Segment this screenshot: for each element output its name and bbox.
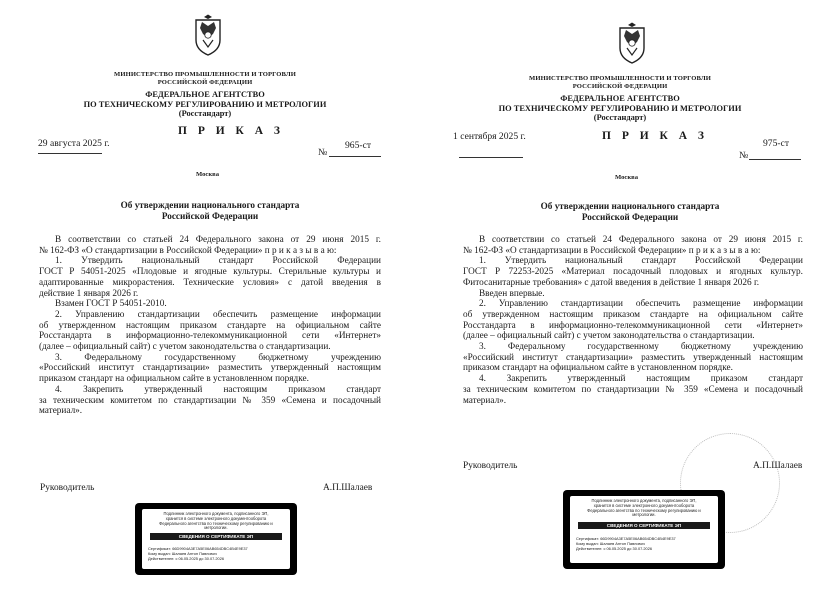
body-line: ГОСТ Р 54051-2025 «Плодовые и ягодные культуры. Стерильные культуры и bbox=[39, 267, 381, 278]
order-number: 975-ст bbox=[763, 138, 790, 149]
stamp-line: Сертификат: 66D9904A3E7A5E06AB654DBC4B4E9E37 bbox=[148, 546, 248, 551]
number-underline bbox=[329, 156, 381, 157]
ministry-line: РОССИЙСКОЙ ФЕДЕРАЦИИ bbox=[157, 78, 253, 86]
body-line: действие 1 января 2026 г. bbox=[39, 288, 139, 299]
stamp-header-line: Федерального агентства по техническому регулированию и bbox=[587, 507, 701, 513]
agency-line: ФЕДЕРАЛЬНОЕ АГЕНТСТВО bbox=[560, 94, 680, 103]
body-line: за техническим комитетом по стандартизации № 359 «Семена и посадочный bbox=[39, 395, 381, 406]
body-line: об утвержденном настоящим приказом стандарте на официальном сайте bbox=[463, 309, 803, 320]
body-line: В соответствии со статьей 24 Федерального закона от 29 июня 2015 г. bbox=[479, 235, 803, 245]
stamp-header-line: Подлинник электронного документа, подписанного ЭП, bbox=[591, 498, 697, 503]
body-line: приказом стандарт на официальном сайте в установленном порядке. bbox=[39, 374, 309, 385]
e-signature-stamp bbox=[135, 503, 297, 575]
order-subject bbox=[90, 200, 330, 222]
agency-line: ФЕДЕРАЛЬНОЕ АГЕНТСТВО bbox=[145, 90, 265, 99]
stamp-header-line: Федерального агентства по техническому регулированию и bbox=[159, 520, 273, 526]
ministry-line: МИНИСТЕРСТВО ПРОМЫШЛЕННОСТИ И ТОРГОВЛИ bbox=[114, 71, 296, 78]
e-signature-stamp bbox=[563, 490, 725, 569]
coat-of-arms-icon bbox=[615, 22, 649, 64]
order-number: 965-ст bbox=[345, 140, 372, 151]
city: Москва bbox=[615, 174, 639, 181]
stamp-line: Действителен: с 06.05.2025 до 30.07.2026 bbox=[148, 556, 225, 561]
body-line: об утвержденном настоящим приказом стандарте на официальном сайте bbox=[39, 320, 381, 331]
stamp-line: Кому выдан: Шалаев Антон Павлович bbox=[576, 541, 645, 546]
signer-name: А.П.Шалаев bbox=[753, 461, 803, 471]
agency-name bbox=[60, 90, 350, 119]
stamp-band: СВЕДЕНИЯ О СЕРТИФИКАТЕ ЭП bbox=[150, 533, 282, 540]
order-date: 29 августа 2025 г. bbox=[38, 138, 110, 149]
stamp-header bbox=[570, 499, 718, 518]
signer-name: А.П.Шалаев bbox=[323, 483, 373, 493]
subject-line: Российской Федерации bbox=[161, 210, 259, 221]
e-signature-stamp-body bbox=[570, 496, 718, 563]
agency-name bbox=[475, 94, 765, 123]
date-underline bbox=[38, 153, 102, 154]
body-line: Взамен ГОСТ Р 54051-2010. bbox=[55, 299, 167, 310]
body-line: Введен впервые. bbox=[479, 288, 545, 299]
body-line: 1. Утвердить национальный стандарт Российской Федерации bbox=[479, 256, 803, 267]
agency-line: (Росстандарт) bbox=[593, 113, 647, 123]
order-body bbox=[463, 235, 803, 406]
ministry-name bbox=[495, 75, 745, 90]
body-line: № 162-ФЗ «О стандартизации в Российской Федерации» п р и к а з ы в а ю: bbox=[39, 245, 337, 256]
body-line: Фитосанитарные требования» с датой введения в действие 1 января 2026 г. bbox=[463, 277, 760, 288]
body-line: Росстандарта в информационно-телекоммуникационной сети «Интернет» bbox=[463, 320, 803, 331]
body-line: материал». bbox=[39, 406, 83, 417]
date-underline bbox=[459, 157, 523, 158]
body-line: 3. Федеральному государственному бюджетному учреждению bbox=[55, 352, 381, 363]
stamp-header-line: Подлинник электронного документа, подписанного ЭП, bbox=[163, 511, 269, 516]
body-line: В соответствии со статьей 24 Федерального закона от 29 июня 2015 г. bbox=[55, 235, 381, 245]
body-line: (далее – официальный сайт) с учетом законодательства о стандартизации. bbox=[39, 342, 331, 353]
stamp-line: Действителен: с 06.05.2025 до 30.07.2026 bbox=[576, 546, 653, 551]
order-document-975 bbox=[430, 0, 840, 597]
subject-line: Российской Федерации bbox=[581, 211, 679, 222]
ministry-line: РОССИЙСКОЙ ФЕДЕРАЦИИ bbox=[572, 82, 668, 90]
agency-line: (Росстандарт) bbox=[178, 109, 232, 119]
signer-title: Руководитель bbox=[40, 483, 95, 493]
body-line: адаптированные микрорастения. Технические условия» с датой введения в bbox=[39, 277, 381, 288]
order-subject bbox=[510, 201, 750, 223]
stamp-header bbox=[142, 512, 290, 531]
body-line: 4. Закрепить утвержденный настоящим приказом стандарт bbox=[479, 374, 803, 385]
body-line: (далее – официальный сайт) с учетом законодательства о стандартизации. bbox=[463, 331, 755, 342]
body-line: Росстандарта в информационно-телекоммуникационной сети «Интернет» bbox=[39, 331, 381, 342]
body-line: 3. Федеральному государственному бюджетному учреждению bbox=[479, 342, 803, 353]
coat-of-arms-icon bbox=[191, 14, 225, 56]
body-line: 2. Управлению стандартизации обеспечить размещение информации bbox=[479, 299, 803, 310]
stamp-certificate-details bbox=[148, 546, 248, 561]
body-line: за техническим комитетом по стандартизации № 359 «Семена и посадочный bbox=[463, 384, 803, 395]
e-signature-stamp-body bbox=[142, 509, 290, 569]
subject-line: Об утверждении национального стандарта bbox=[120, 200, 300, 210]
body-line: 1. Утвердить национальный стандарт Российской Федерации bbox=[55, 256, 381, 267]
order-date: 1 сентября 2025 г. bbox=[453, 131, 526, 142]
number-sign: № bbox=[739, 150, 749, 161]
order-title: П Р И К А З bbox=[602, 130, 709, 142]
agency-line: ПО ТЕХНИЧЕСКОМУ РЕГУЛИРОВАНИЮ И МЕТРОЛОГИИ bbox=[83, 99, 327, 109]
stamp-header-line: хранится в системе электронного документооборота bbox=[593, 502, 695, 508]
body-line: № 162-ФЗ «О стандартизации в Российской Федерации» п р и к а з ы в а ю: bbox=[463, 245, 761, 256]
ministry-line: МИНИСТЕРСТВО ПРОМЫШЛЕННОСТИ И ТОРГОВЛИ bbox=[529, 75, 711, 82]
number-sign: № bbox=[318, 147, 328, 158]
stamp-band: СВЕДЕНИЯ О СЕРТИФИКАТЕ ЭП bbox=[578, 522, 710, 529]
stamp-line: Сертификат: 66D9904A3E7A5E06AB654DBC4B4E9E37 bbox=[576, 536, 676, 541]
subject-line: Об утверждении национального стандарта bbox=[540, 201, 720, 211]
stamp-header-line: хранится в системе электронного документооборота bbox=[165, 515, 267, 521]
signer-title: Руководитель bbox=[463, 461, 518, 471]
ministry-name bbox=[80, 71, 330, 86]
body-line: приказом стандарт на официальном сайте в установленном порядке. bbox=[463, 363, 733, 374]
order-title: П Р И К А З bbox=[178, 125, 285, 137]
body-line: материал». bbox=[463, 395, 507, 406]
city: Москва bbox=[196, 171, 220, 178]
stamp-header-line: метрологии. bbox=[632, 512, 656, 518]
number-underline bbox=[749, 159, 801, 160]
stamp-certificate-details bbox=[576, 536, 676, 551]
order-body bbox=[39, 235, 381, 417]
agency-line: ПО ТЕХНИЧЕСКОМУ РЕГУЛИРОВАНИЮ И МЕТРОЛОГИИ bbox=[498, 103, 742, 113]
body-line: 2. Управлению стандартизации обеспечить размещение информации bbox=[55, 309, 381, 320]
body-line: 4. Закрепить утвержденный настоящим приказом стандарт bbox=[55, 384, 381, 395]
body-line: «Российский институт стандартизации» разместить утвержденный настоящим bbox=[463, 352, 803, 363]
stamp-line: Кому выдан: Шалаев Антон Павлович bbox=[148, 551, 217, 556]
body-line: ГОСТ Р 72253-2025 «Материал посадочный плодовых и ягодных культур. bbox=[463, 267, 803, 278]
body-line: «Российский институт стандартизации» разместить утвержденный настоящим bbox=[39, 363, 381, 374]
stamp-header-line: метрологии. bbox=[204, 525, 228, 531]
